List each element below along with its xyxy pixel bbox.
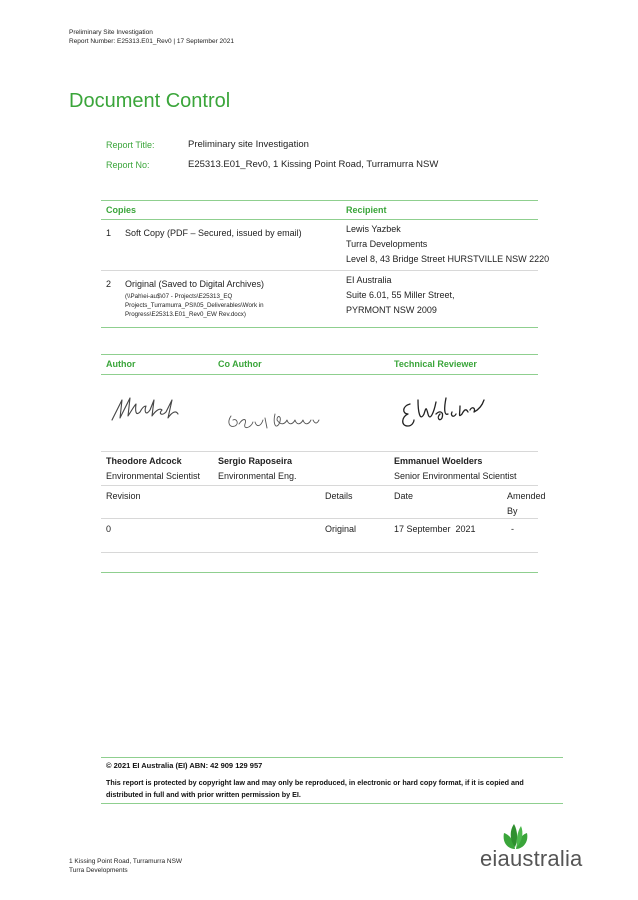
footer-address [69,857,182,875]
revision-row-1-details: Original [325,524,357,534]
copyright-line: © 2021 EI Australia (EI) ABN: 42 909 129 957 [106,761,263,770]
revision-row-1-revision: 0 [106,524,112,534]
coauthor-signature [225,406,325,434]
copy-row-1-description: Soft Copy (PDF – Secured, issued by email) [125,228,302,238]
report-no-value: E25313.E01_Rev0, 1 Kissing Point Road, Turramurra NSW [188,159,439,170]
copies-header: Copies [106,205,137,215]
page-header [69,28,234,46]
recipient-1-line-2: Turra Developments [346,239,428,249]
header-report-number: Report Number: E25313.E01_Rev0 | 17 September 2021 [69,38,235,45]
report-no-label: Report No: [106,160,150,170]
authors-header-rule [101,374,538,375]
footer-bottom-rule [101,803,563,804]
copy-row-1-recipient [346,222,550,267]
recipient-2-line-2: Suite 6.01, 55 Miller Street, [346,290,455,300]
copy-row-2-description: Original (Saved to Digital Archives) [125,279,265,289]
revision-row-rule [101,552,538,553]
reviewer-signature [396,392,496,434]
copies-row-divider [101,270,538,271]
recipient-header: Recipient [346,205,387,215]
copies-table-top-rule [101,200,538,201]
reviewer-header: Technical Reviewer [394,359,477,369]
authors-bottom-rule [101,485,538,486]
revision-table-bottom-rule [101,572,538,573]
coauthor-header: Co Author [218,359,262,369]
recipient-1-line-1: Lewis Yazbek [346,224,401,234]
copies-table-bottom-rule [101,327,538,328]
footer-address-line-2: Turra Developments [69,867,128,874]
copy-row-1-number: 1 [106,228,112,238]
footer-address-line-1: 1 Kissing Point Road, Turramurra NSW [69,858,183,865]
recipient-2-line-3: PYRMONT NSW 2009 [346,305,437,315]
report-title-value: Preliminary site Investigation [188,139,309,150]
amended-by-header: Amended By [507,491,546,516]
revision-header: Revision [106,491,141,501]
revision-header-rule [101,518,538,519]
page-title: Document Control [69,90,231,112]
copyright-notice: This report is protected by copyright law and may only be reproduced, in electronic or hard copy format, if it is copied and distributed in full and with prior written permission by EI. [106,778,524,799]
author-role: Environmental Scientist [106,471,201,481]
authors-table-top-rule [101,354,538,355]
details-header: Details [325,491,353,501]
signature-row-divider [101,451,538,452]
author-signature [108,392,188,426]
reviewer-role: Senior Environmental Scientist [394,471,517,481]
date-header: Date [394,491,414,501]
ei-australia-logo-text: eiaustralia [480,846,583,871]
author-header: Author [106,359,136,369]
recipient-2-line-1: EI Australia [346,275,392,285]
copies-header-rule [101,219,538,220]
copy-row-2-recipient [346,273,536,318]
footer-top-rule [101,757,563,758]
recipient-1-line-3: Level 8, 43 Bridge Street HURSTVILLE NSW 2220 [346,254,550,264]
coauthor-role: Environmental Eng. [218,471,297,481]
revision-row-1-date: 17 September 2021 [394,524,476,534]
reviewer-name: Emmanuel Woelders [394,456,483,466]
report-title-label: Report Title: [106,140,155,150]
header-report-title: Preliminary Site Investigation [69,29,153,36]
revision-row-1-amended: - [511,524,514,534]
coauthor-name: Sergio Raposeira [218,456,293,466]
copy-row-2-archive-path: (\\Pah\ei-au$\07 - Projects\E25313_EQ Projects_Turramurra_PSI\05_Deliverables\Work in Progress\E25313.E01_Rev0_EW Rev.docx) [125,293,264,318]
copy-row-2-number: 2 [106,279,112,289]
author-name: Theodore Adcock [106,456,182,466]
